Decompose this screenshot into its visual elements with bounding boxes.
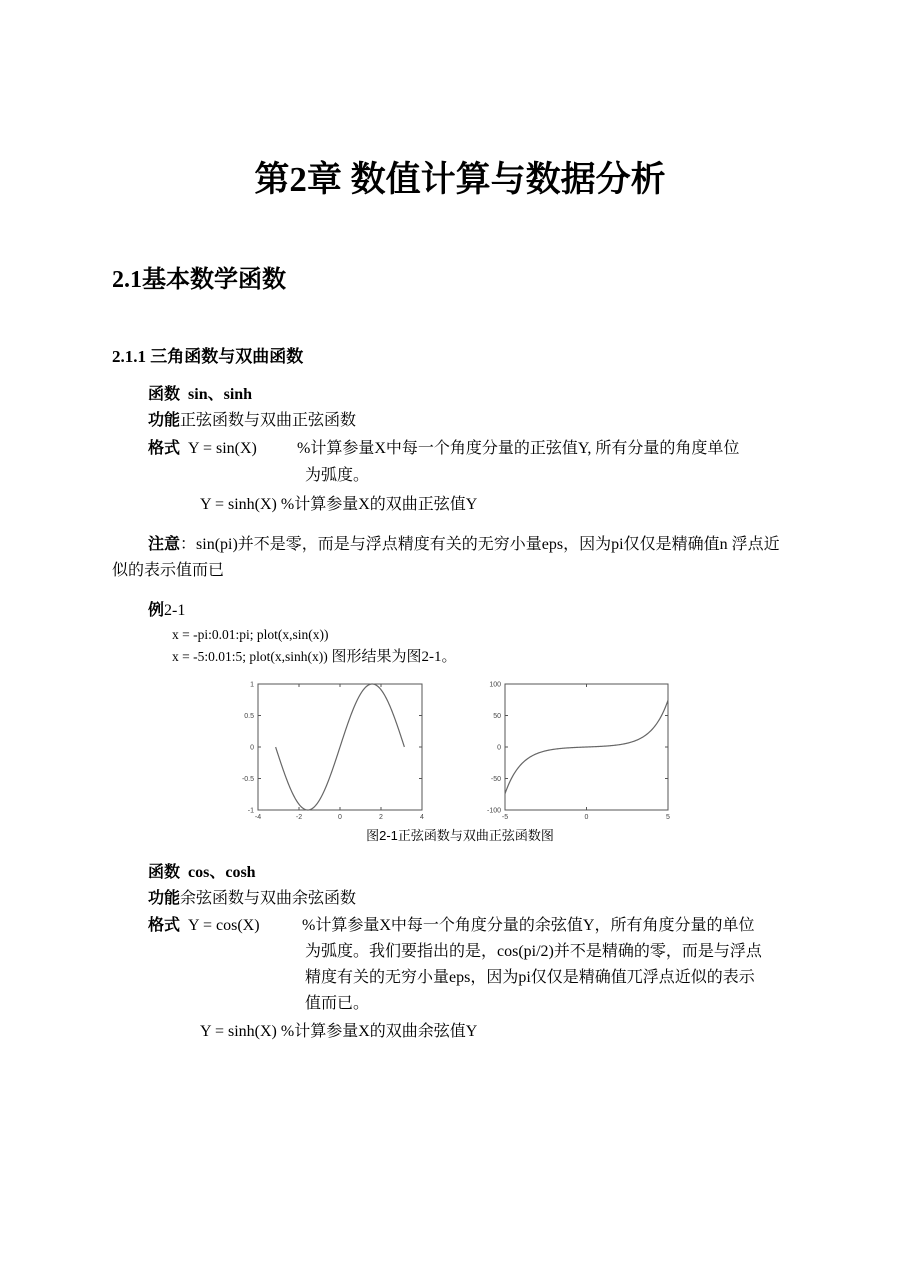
label: 格式 (148, 440, 181, 457)
sin-feature-line (148, 411, 356, 431)
y-tick-label: 0 (250, 744, 254, 752)
sin-format-comment: %计算参量X中每一个角度分量的正弦值Y, 所有分量的角度单位 (297, 440, 740, 457)
cos-feature-line (148, 889, 356, 909)
y-tick-label: -100 (486, 807, 501, 815)
number: 2-1 (164, 602, 186, 619)
sin-plot (241, 681, 424, 821)
value: 正弦函数与双曲正弦函数 (180, 412, 357, 429)
subsection-heading: 2.1.1 三角函数与双曲函数 (112, 347, 304, 366)
y-tick-label: 0 (497, 744, 501, 752)
code-line-2 (172, 647, 456, 667)
figure-caption: 图2-1正弦函数与双曲正弦函数图 (366, 828, 554, 843)
sinh-format-line: Y = sinh(X) %计算参量X的双曲正弦值Y (200, 496, 478, 513)
section-heading: 2.1基本数学函数 (112, 267, 286, 293)
suffix: 图形结果为图2-1。 (327, 649, 457, 665)
y-tick-label: 0.5 (244, 713, 254, 720)
y-tick-label: 50 (493, 713, 501, 720)
note-line-cont: 似的表示值而已 (112, 562, 225, 579)
sin-format-comment-cont: 为弧度。 (305, 467, 370, 484)
label: 功能 (148, 412, 181, 429)
label: 函数 (148, 864, 181, 881)
x-tick-label: -5 (501, 814, 509, 821)
value: sin、sinh (188, 386, 253, 403)
x-tick-label: 0 (338, 814, 342, 821)
label: 格式 (148, 917, 181, 934)
code: x = -5:0.01:5; plot(x,sinh(x)) (172, 649, 328, 664)
cos-format-comment-cont1: 为弧度。我们要指出的是，cos(pi/2)并不是精确的零，而是与浮点 (305, 943, 762, 960)
sin-function-line (148, 385, 252, 405)
expr: Y = sin(X) (188, 440, 257, 457)
y-tick-label: 100 (489, 681, 501, 689)
cos-format-comment-cont3: 值而已。 (305, 995, 370, 1012)
label: 函数 (148, 386, 181, 403)
sinh-plot (486, 681, 670, 821)
sin-curve (276, 684, 405, 810)
note-line (148, 535, 780, 555)
note-label: 注意 (148, 536, 181, 553)
x-tick-label: 5 (666, 814, 670, 821)
x-tick-label: -4 (254, 814, 262, 821)
sin-format-line (148, 439, 257, 459)
value: cos、cosh (188, 864, 256, 881)
label: 功能 (148, 890, 181, 907)
cosh-format-line: Y = sinh(X) %计算参量X的双曲余弦值Y (200, 1023, 478, 1040)
label: 例 (148, 602, 165, 619)
x-tick-label: -2 (295, 814, 303, 821)
y-tick-label: -1 (247, 807, 254, 815)
cos-format-line (148, 916, 260, 936)
cos-format-comment: %计算参量X中每一个角度分量的余弦值Y，所有角度分量的单位 (302, 917, 755, 934)
cos-format-comment-cont2: 精度有关的无穷小量eps，因为pi仅仅是精确值兀浮点近似的表示 (305, 969, 755, 986)
code-line-1: x = -pi:0.01:pi; plot(x,sin(x)) (172, 627, 329, 642)
sinh-curve (505, 700, 668, 794)
value: 余弦函数与双曲余弦函数 (180, 890, 357, 907)
expr: Y = cos(X) (188, 917, 260, 934)
y-tick-label: -0.5 (241, 776, 254, 783)
x-tick-label: 0 (584, 814, 589, 821)
note-text: ：sin(pi)并不是零，而是与浮点精度有关的无穷小量eps，因为pi仅仅是精确值n 浮点近 (180, 536, 780, 553)
cos-function-line (148, 863, 256, 883)
y-tick-label: 1 (250, 681, 254, 689)
y-tick-label: -50 (490, 776, 501, 783)
example-label (148, 601, 185, 621)
x-tick-label: 2 (379, 814, 383, 821)
chapter-title: 第2章 数值计算与数据分析 (254, 160, 666, 199)
x-tick-label: 4 (420, 814, 424, 821)
